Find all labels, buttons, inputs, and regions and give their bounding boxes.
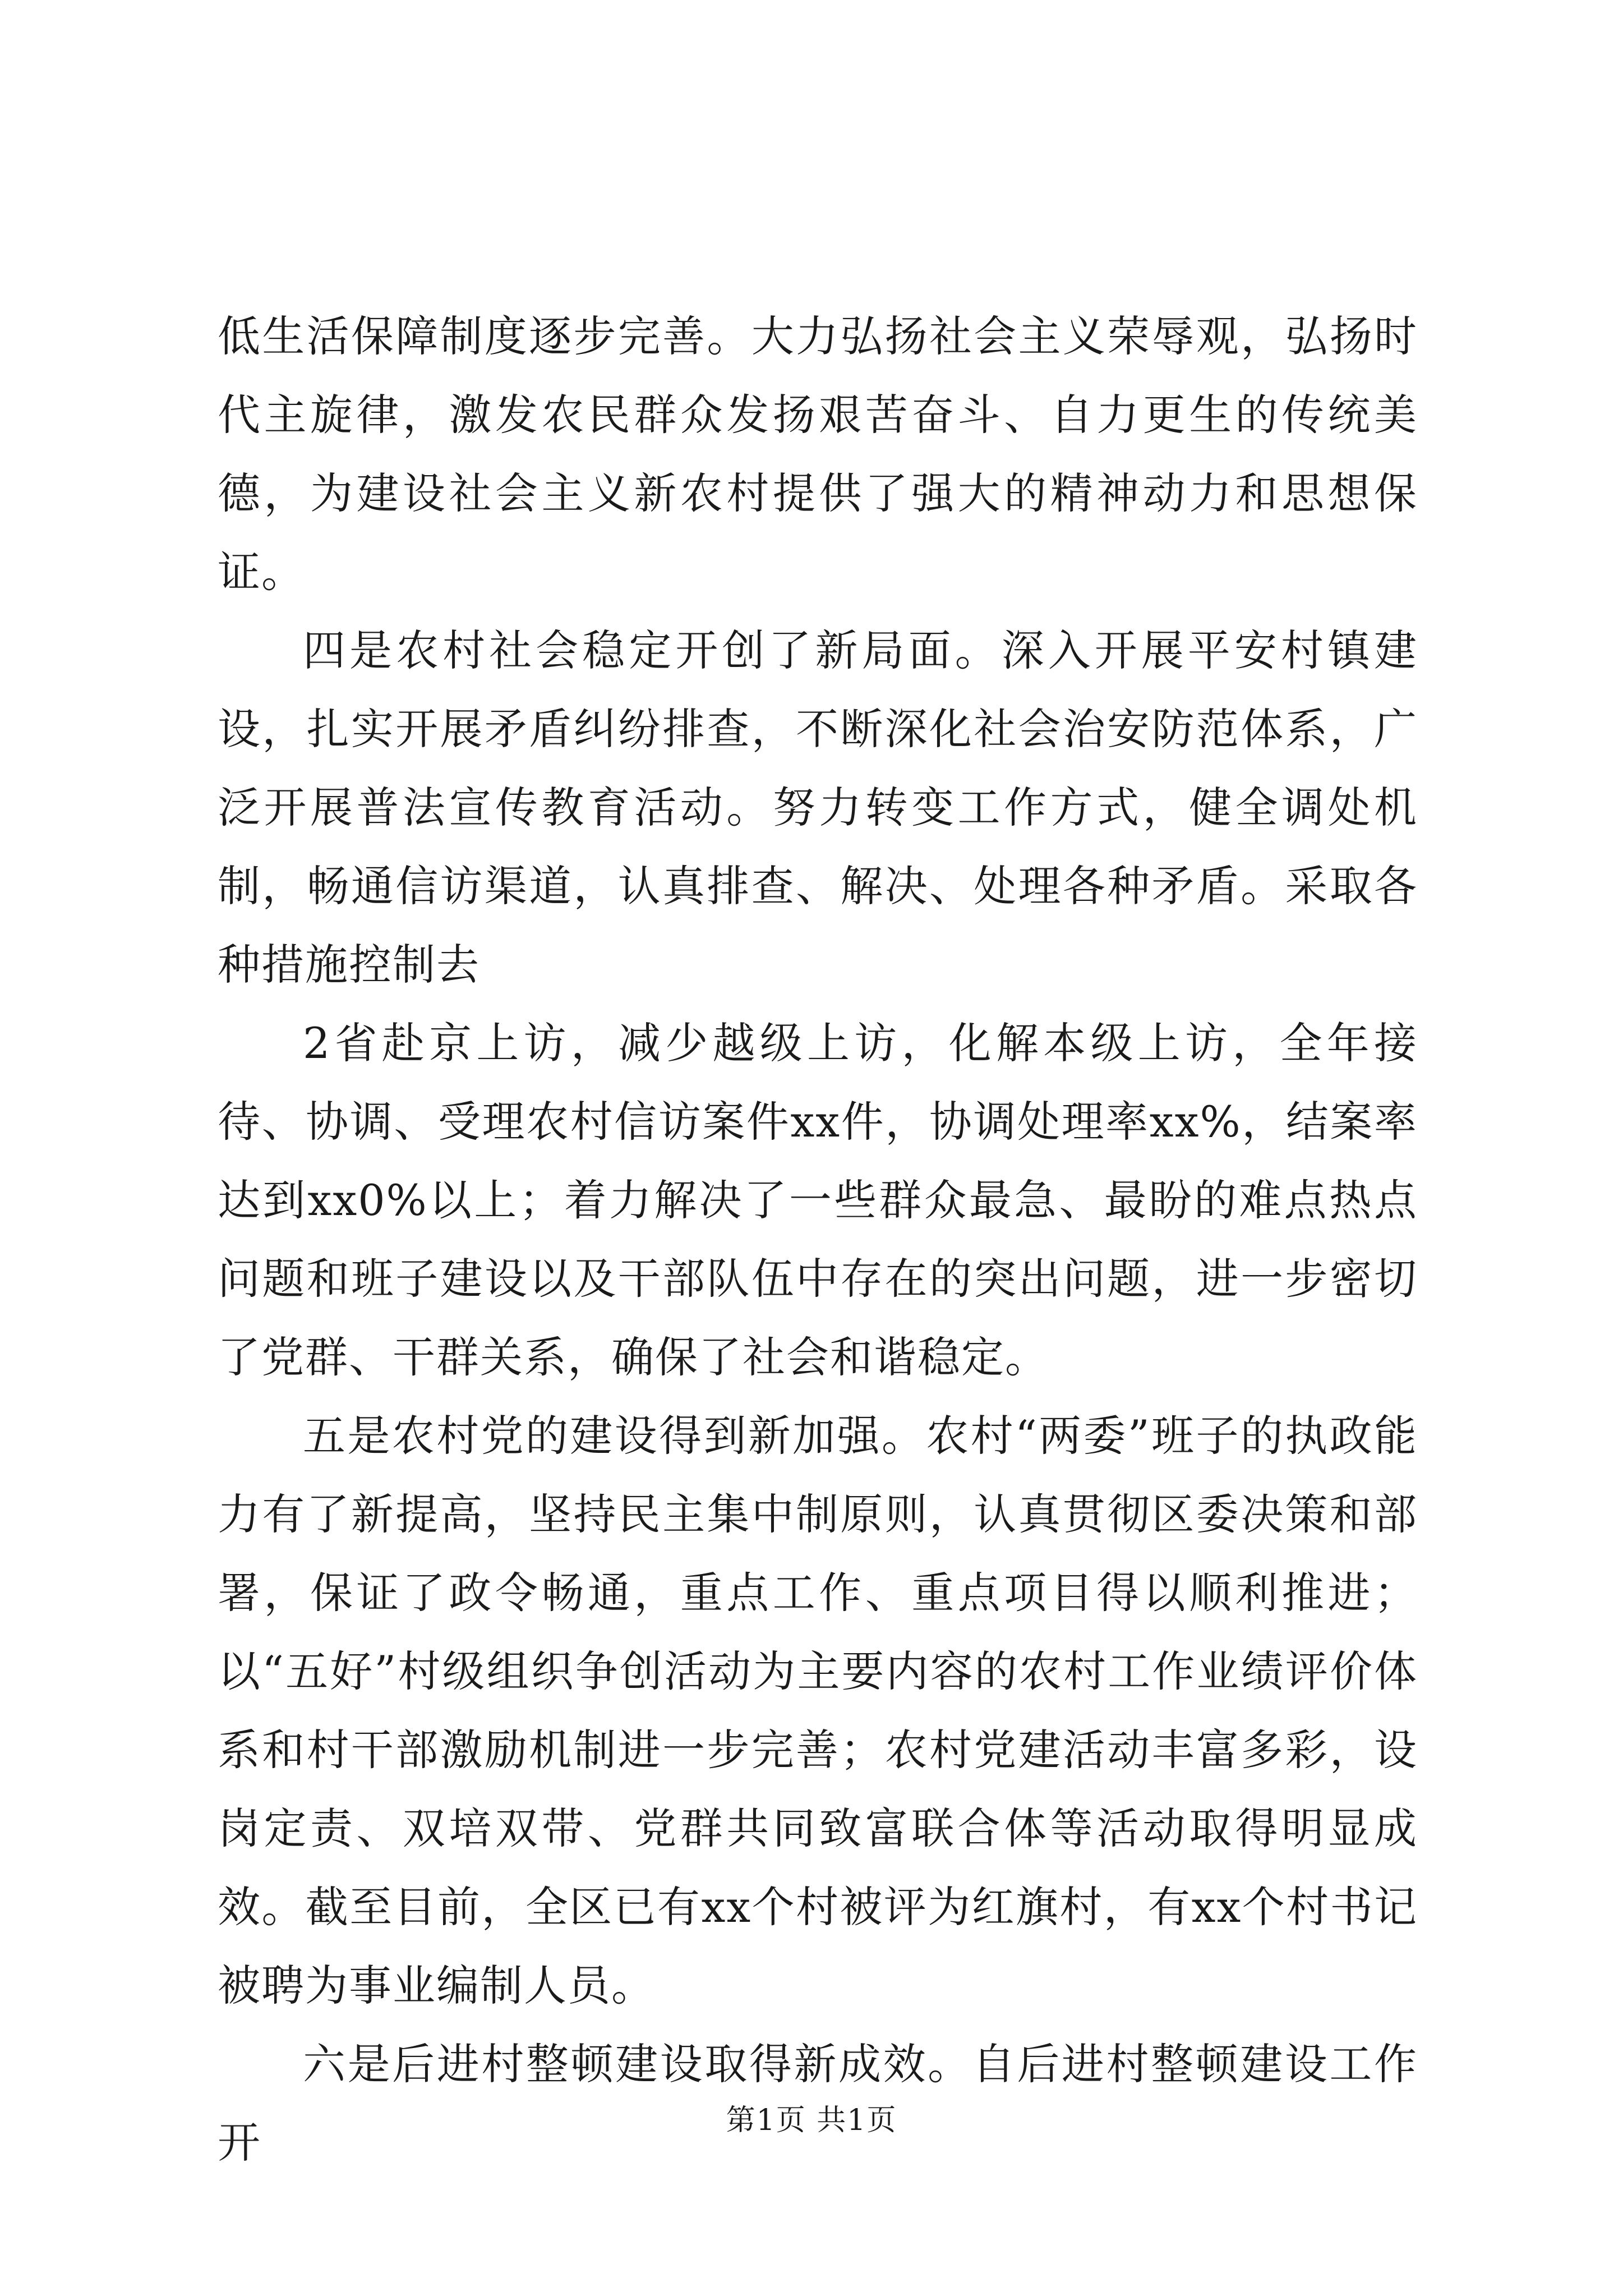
paragraph-1: 低生活保障制度逐步完善。大力弘扬社会主义荣辱观，弘扬时代主旋律，激发农民群众发扬艰苦奋斗、自力更生的传统美德，为建设社会主义新农村提供了强大的精神动力和思想保证。 xyxy=(218,311,1418,597)
paragraph-4: 五是农村党的建设得到新加强。农村“两委”班子的执政能力有了新提高，坚持民主集中制原则，认真贯彻区委决策和部署，保证了政令畅通，重点工作、重点项目得以顺利推进；以“五好”村级组织争创活动为主要内容的农村工作业绩评价体系和村干部激励机制进一步完善；农村党建活动丰富多彩，设岗定责、双培双带、党群共同致富联合体等活动取得明显成效。截至目前，全区已有xx个村被评为红旗村，有xx个村书记被聘为事业编制人员。 xyxy=(218,1411,1418,2010)
page-footer: 第1页 共1页 xyxy=(726,2104,897,2137)
paragraph-5: 六是后进村整顿建设取得新成效。自后进村整顿建设工作开 xyxy=(218,2039,1418,2168)
document-body xyxy=(218,297,1418,2182)
paragraph-2: 四是农村社会稳定开创了新局面。深入开展平安村镇建设，扎实开展矛盾纠纷排查，不断深化社会治安防范体系，广泛开展普法宣传教育活动。努力转变工作方式，健全调处机制，畅通信访渠道，认真排查、解决、处理各种矛盾。采取各种措施控制去 xyxy=(218,625,1418,990)
paragraph-3: 2省赴京上访，减少越级上访，化解本级上访，全年接待、协调、受理农村信访案件xx件，协调处理率xx%，结案率达到xx0%以上；着力解决了一些群众最急、最盼的难点热点问题和班子建设以及干部队伍中存在的突出问题，进一步密切了党群、干群关系，确保了社会和谐稳定。 xyxy=(218,1018,1418,1382)
